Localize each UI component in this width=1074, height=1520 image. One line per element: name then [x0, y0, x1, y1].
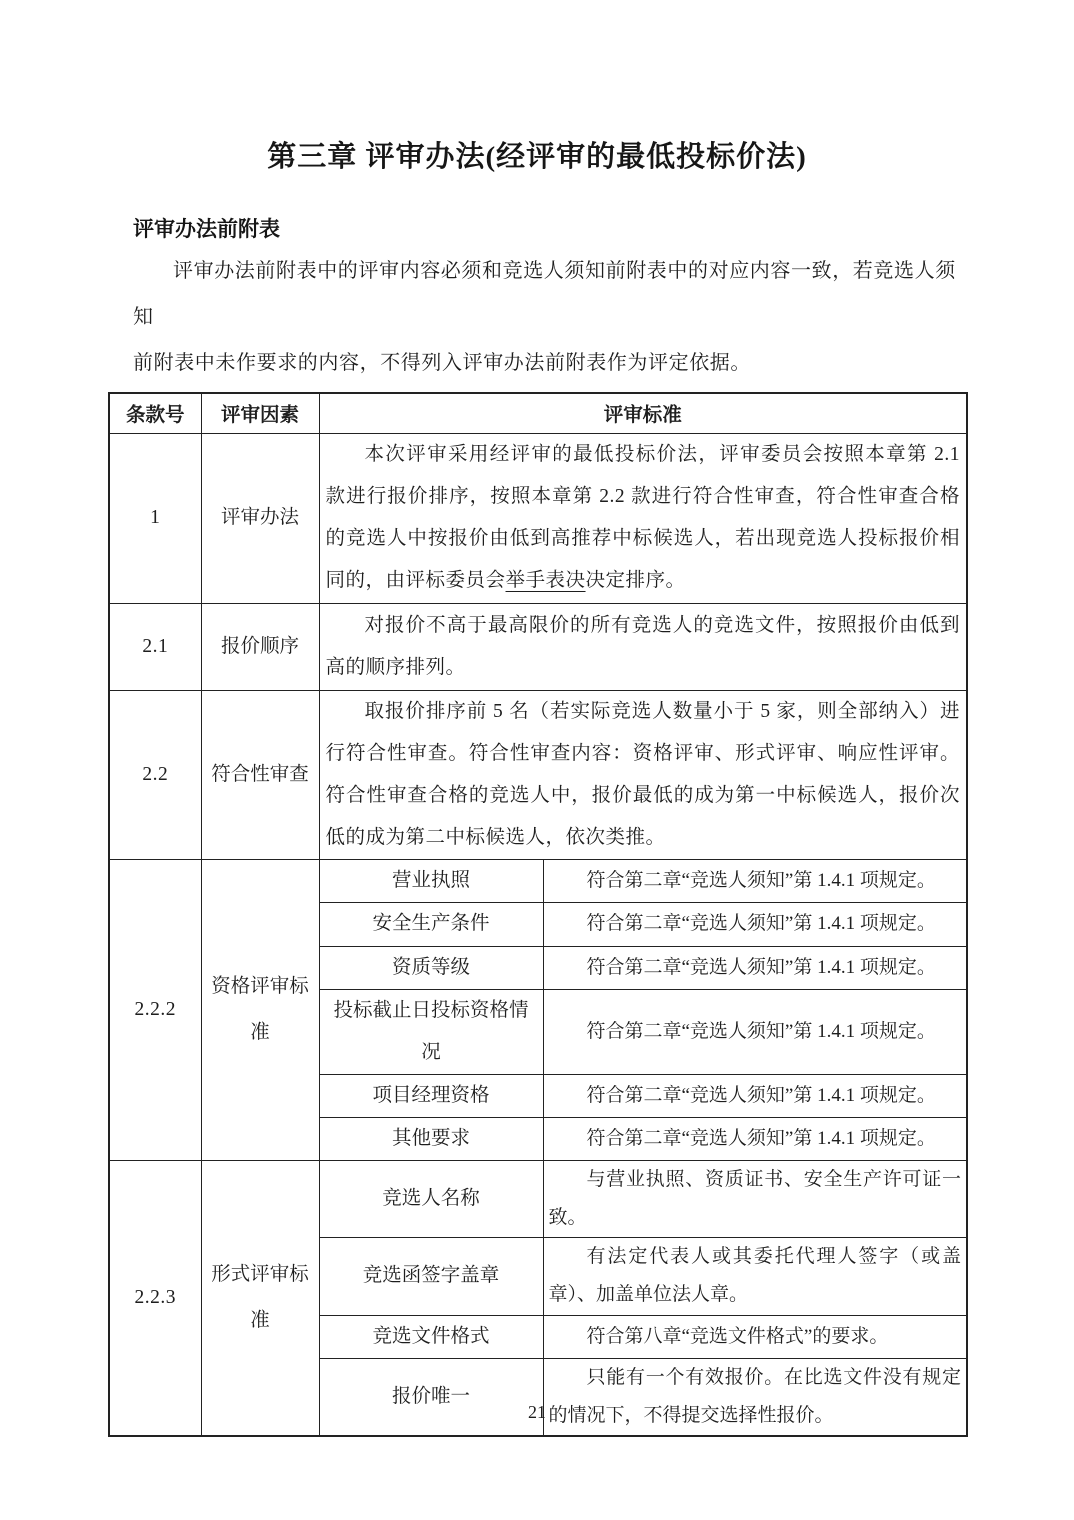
criterion-item: 报价唯一	[319, 1358, 543, 1436]
table-row-2-2-3-bidder-name	[109, 1160, 967, 1237]
clause-number: 2.2.2	[109, 859, 201, 1160]
requirement-text: 符合第二章“竞选人须知”第 1.4.1 项规定。	[586, 1084, 936, 1106]
chapter-title: 第三章 评审办法(经评审的最低投标价法)	[267, 141, 807, 173]
evaluation-standard-cell	[319, 603, 967, 690]
header-clause-number: 条款号	[109, 393, 201, 433]
requirement-text: 与营业执照、资质证书、安全生产许可证一致。	[548, 1168, 962, 1228]
criterion-requirement-cell	[543, 902, 967, 946]
requirement-text: 符合第二章“竞选人须知”第 1.4.1 项规定。	[586, 869, 936, 891]
standard-text: 对报价不高于最高限价的所有竞选人的竞选文件，按照报价由低到高的顺序排列。	[325, 614, 961, 678]
requirement-text: 符合第二章“竞选人须知”第 1.4.1 项规定。	[586, 956, 936, 978]
clause-number: 1	[109, 433, 201, 603]
standard-text	[326, 434, 961, 602]
standard-text: 取报价排序前 5 名（若实际竞选人数量小于 5 家，则全部纳入）进行符合性审查。符合性审查内容：资格评审、形式评审、响应性评审。符合性审查合格的竞选人中，报价最低的成为第一中标候选人，报价次低的成为第二中标候选人，依次类推。	[325, 700, 961, 848]
requirement-text: 符合第二章“竞选人须知”第 1.4.1 项规定。	[586, 913, 936, 934]
evaluation-factor: 评审办法	[201, 433, 319, 603]
criterion-requirement-cell	[543, 1315, 967, 1358]
requirement-text: 只能有一个有效报价。在比选文件没有规定的情况下，不得提交选择性报价。	[548, 1366, 962, 1426]
section-heading: 评审办法前附表	[133, 217, 280, 241]
criterion-requirement-cell	[543, 1160, 967, 1237]
standard-text-before: 本次评审采用经评审的最低投标价法，评审委员会按照本章第 2.1 款进行报价排序，按照本章第 2.2 款进行符合性审查，符合性审查合格的竞选人中按报价由低到高推荐中标候选人，若出现竞选人投标报价相同的，由评标委员会	[325, 444, 961, 591]
evaluation-standard-cell	[319, 690, 967, 859]
evaluation-criteria-table	[108, 392, 968, 1437]
criterion-item: 安全生产条件	[319, 902, 543, 946]
criterion-item: 其他要求	[319, 1117, 543, 1160]
requirement-text: 符合第二章“竞选人须知”第 1.4.1 项规定。	[586, 1020, 936, 1042]
header-evaluation-factor: 评审因素	[201, 393, 319, 433]
clause-number: 2.1	[109, 603, 201, 690]
evaluation-standard-cell	[319, 433, 967, 603]
requirement-text: 符合第八章“竞选文件格式”的要求。	[586, 1325, 889, 1347]
page-number: 21	[528, 1402, 546, 1422]
intro-line-1: 评审办法前附表中的评审内容必须和竞选人须知前附表中的对应内容一致，若竞选人须知	[133, 260, 956, 328]
evaluation-factor: 报价顺序	[201, 603, 319, 690]
evaluation-factor: 资格评审标准	[201, 859, 319, 1160]
criterion-requirement-cell	[543, 1358, 967, 1436]
criterion-requirement-cell	[543, 859, 967, 902]
table-row-2-2-2-business-license	[109, 859, 967, 902]
header-evaluation-standard: 评审标准	[319, 393, 967, 433]
criterion-item: 投标截止日投标资格情况	[319, 989, 543, 1074]
criterion-requirement-cell	[543, 1237, 967, 1315]
criterion-requirement-cell	[543, 1117, 967, 1160]
intro-paragraph	[133, 248, 974, 386]
criterion-requirement-cell	[543, 989, 967, 1074]
criterion-item: 资质等级	[319, 946, 543, 989]
criterion-item: 竞选人名称	[319, 1160, 543, 1237]
criterion-requirement-cell	[543, 946, 967, 989]
clause-number: 2.2	[109, 690, 201, 859]
table-row-2-2	[109, 690, 967, 859]
clause-number: 2.2.3	[109, 1160, 201, 1436]
criterion-item: 竞选函签字盖章	[319, 1237, 543, 1315]
requirement-text: 有法定代表人或其委托代理人签字（或盖章）、加盖单位法人章。	[548, 1246, 962, 1305]
criterion-item: 营业执照	[319, 859, 543, 902]
standard-text-after: 决定排序。	[585, 570, 686, 591]
table-header-row	[109, 393, 967, 433]
underlined-text: 举手表决	[505, 570, 586, 591]
table-row-1	[109, 433, 967, 603]
intro-line-2: 前附表中未作要求的内容，不得列入评审办法前附表作为评定依据。	[133, 352, 751, 374]
criterion-requirement-cell	[543, 1074, 967, 1117]
criterion-item: 项目经理资格	[319, 1074, 543, 1117]
table-row-2-1	[109, 603, 967, 690]
evaluation-factor: 符合性审查	[201, 690, 319, 859]
evaluation-factor: 形式评审标准	[201, 1160, 319, 1436]
requirement-text: 符合第二章“竞选人须知”第 1.4.1 项规定。	[586, 1127, 936, 1149]
criterion-item: 竞选文件格式	[319, 1315, 543, 1358]
